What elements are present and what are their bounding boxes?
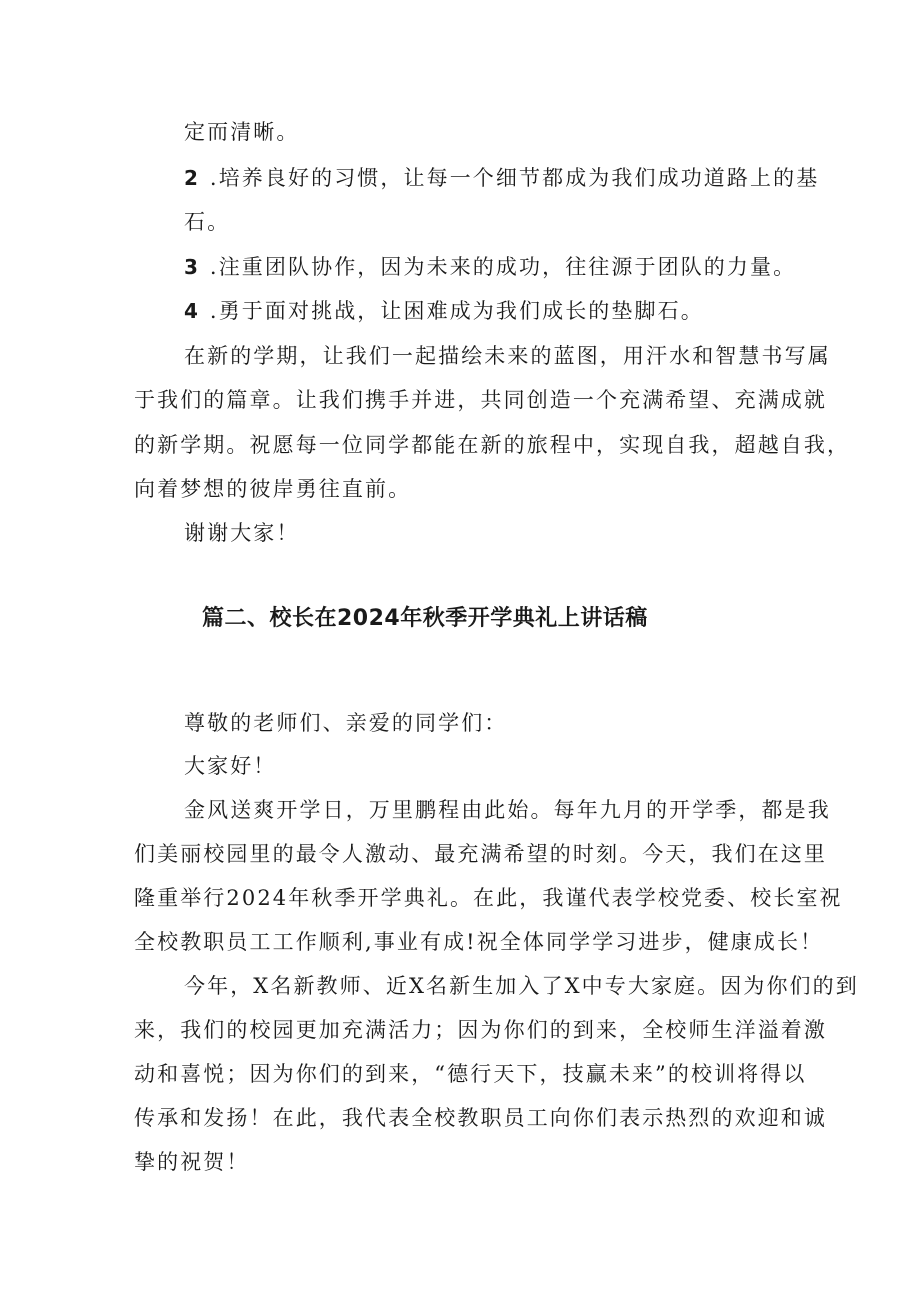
- list-item-text: .注重团队协作，因为未来的成功，往往源于团队的力量。: [209, 255, 797, 279]
- closing-paragraph-line: 在新的学期，让我们一起描绘未来的蓝图，用汗水和智慧书写属: [184, 344, 831, 368]
- section-title: 篇二、校长在2024年秋季开学典礼上讲话稿: [202, 606, 648, 631]
- list-number: 4: [184, 299, 198, 323]
- paragraph-line: 金风送爽开学日，万里鹏程由此始。每年九月的开学季，都是我: [184, 798, 831, 822]
- list-item-4: [184, 297, 704, 325]
- list-item-text: .培养良好的习惯，让每一个细节都成为我们成功道路上的基: [209, 166, 820, 190]
- thanks-line: 谢谢大家！: [184, 521, 300, 545]
- paragraph-line: 今年，X名新教师、近X名新生加入了X中专大家庭。因为你们的到: [184, 974, 859, 998]
- closing-paragraph-line: 的新学期。祝愿每一位同学都能在新的旅程中，实现自我，超越自我，: [134, 433, 851, 457]
- salutation: 尊敬的老师们、亲爱的同学们：: [184, 711, 508, 735]
- closing-paragraph-line: 于我们的篇章。让我们携手并进，共同创造一个充满希望、充满成就: [134, 388, 827, 412]
- greeting: 大家好！: [184, 754, 277, 778]
- list-item-text: .勇于面对挑战，让困难成为我们成长的垫脚石。: [209, 299, 704, 323]
- paragraph-line: 全校教职员工工作顺利,事业有成!祝全体同学学习进步，健康成长！: [134, 930, 824, 954]
- list-item-2: [184, 164, 819, 192]
- paragraph-fragment: 定而清晰。: [184, 120, 300, 144]
- paragraph-line: 动和喜悦；因为你们的到来，“德行天下，技赢未来”的校训将得以: [134, 1062, 807, 1086]
- paragraph-line: 来，我们的校园更加充满活力；因为你们的到来，全校师生洋溢着激: [134, 1018, 827, 1042]
- closing-paragraph-line: 向着梦想的彼岸勇往直前。: [134, 477, 412, 501]
- list-item-3: [184, 253, 796, 281]
- paragraph-line: 们美丽校园里的最令人激动、最充满希望的时刻。今天，我们在这里: [134, 842, 827, 866]
- list-item-2-continuation: 石。: [184, 210, 231, 234]
- paragraph-line: 挚的祝贺！: [134, 1150, 250, 1174]
- list-number: 2: [184, 166, 198, 190]
- paragraph-line: 传承和发扬！在此，我代表全校教职员工向你们表示热烈的欢迎和诚: [134, 1106, 827, 1130]
- paragraph-line: 隆重举行2024年秋季开学典礼。在此，我谨代表学校党委、校长室祝: [134, 886, 843, 910]
- list-number: 3: [184, 255, 198, 279]
